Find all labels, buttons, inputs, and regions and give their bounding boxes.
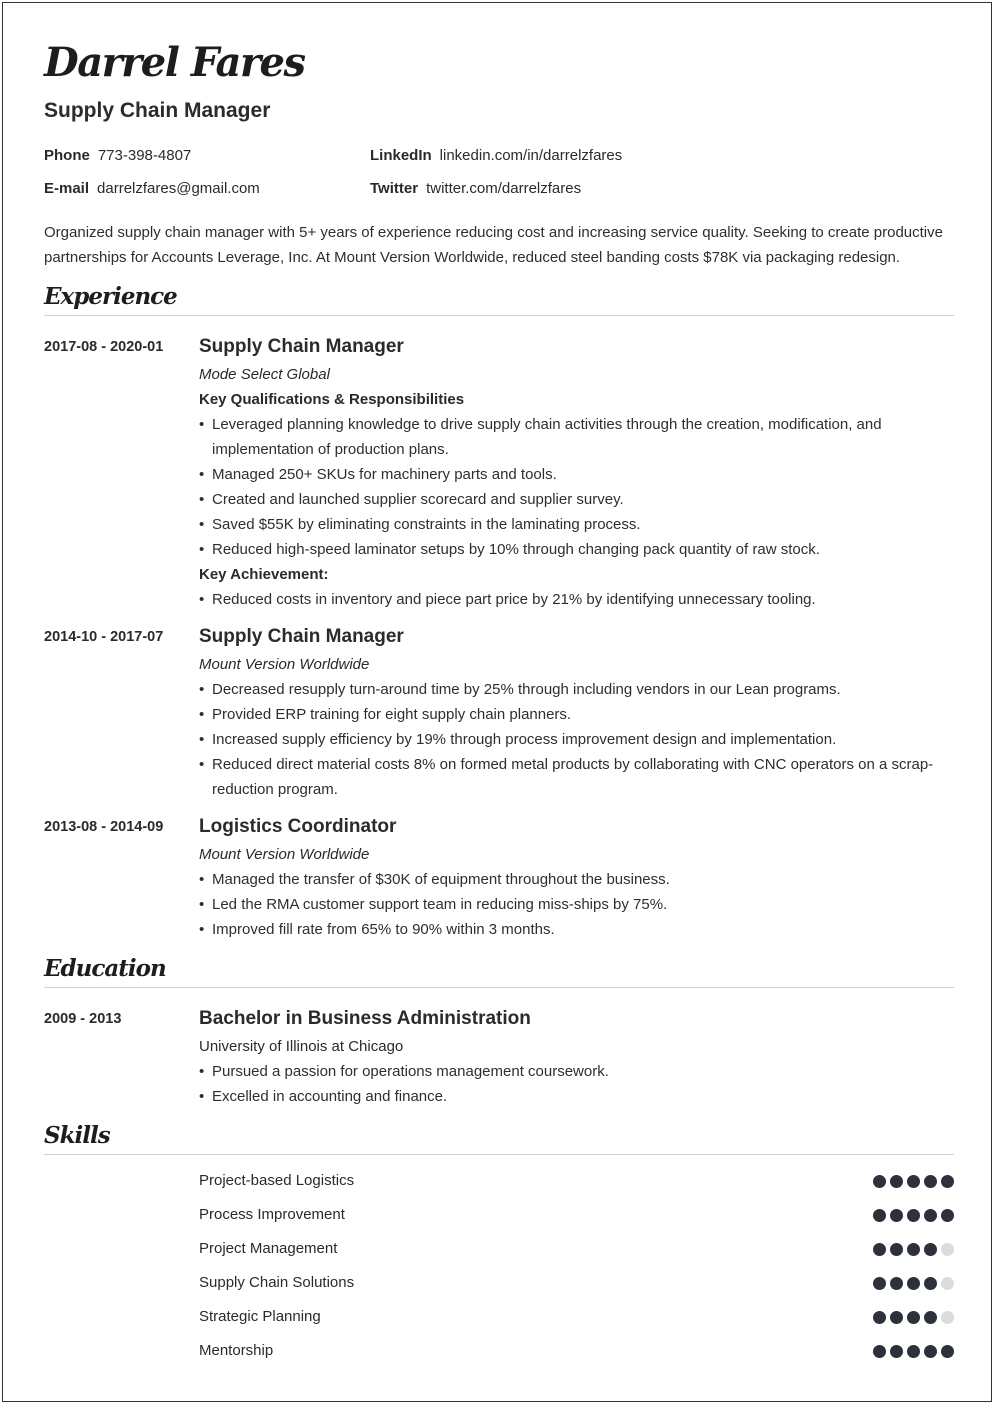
- entry-dates: 2013-08 - 2014-09: [44, 819, 164, 835]
- rating-dot-filled: [873, 1345, 886, 1358]
- list-item: • Led the RMA customer support team in reducing miss-ships by 75%.: [199, 892, 954, 917]
- rating-dot-filled: [873, 1175, 886, 1188]
- list-item: • Reduced costs in inventory and piece part price by 21% by identifying unnecessary tooling.: [199, 587, 954, 612]
- rating-dot-filled: [890, 1277, 903, 1290]
- entry-company: Mount Version Worldwide: [199, 846, 370, 863]
- entry-dates: 2009 - 2013: [44, 1011, 122, 1027]
- skill-name: Strategic Planning: [199, 1308, 321, 1325]
- entry-body: [199, 332, 954, 612]
- rating-dot-empty: [941, 1243, 954, 1256]
- bullet-list: [199, 412, 954, 562]
- candidate-name: Darrel Fares: [44, 39, 305, 86]
- rating-dot-filled: [890, 1345, 903, 1358]
- list-item: • Provided ERP training for eight supply chain planners.: [199, 702, 954, 727]
- list-item: • Created and launched supplier scorecard and supplier survey.: [199, 487, 954, 512]
- rating-dot-filled: [873, 1311, 886, 1324]
- rating-dot-filled: [873, 1243, 886, 1256]
- skill-rating: [869, 1277, 954, 1291]
- skill-rating: [869, 1345, 954, 1359]
- contact-value: twitter.com/darrelzfares: [426, 180, 582, 197]
- skill-row: [199, 1166, 954, 1200]
- skill-row: [199, 1268, 954, 1302]
- section-heading-experience: Experience: [44, 283, 954, 316]
- rating-dot-filled: [924, 1311, 937, 1324]
- rating-dot-filled: [907, 1243, 920, 1256]
- rating-dot-filled: [924, 1345, 937, 1358]
- contact-label: E-mail: [44, 180, 90, 197]
- rating-dot-filled: [941, 1209, 954, 1222]
- rating-dot-filled: [890, 1311, 903, 1324]
- rating-dot-filled: [873, 1209, 886, 1222]
- list-item: • Leveraged planning knowledge to drive supply chain activities through the creation, modification, and implementation of production plans.: [199, 412, 954, 462]
- entry-role: Supply Chain Manager: [199, 626, 404, 647]
- rating-dot-filled: [907, 1277, 920, 1290]
- bullet-list: [199, 1059, 954, 1109]
- rating-dot-filled: [924, 1175, 937, 1188]
- resume-page: [2, 2, 992, 1402]
- rating-dot-empty: [941, 1277, 954, 1290]
- list-item: • Decreased resupply turn-around time by 25% through including vendors in our Lean programs.: [199, 677, 954, 702]
- skill-name: Project Management: [199, 1240, 338, 1257]
- list-item: • Reduced high-speed laminator setups by 10% through changing pack quantity of raw stock.: [199, 537, 954, 562]
- list-item: • Increased supply efficiency by 19% through process improvement design and implementation.: [199, 727, 954, 752]
- skill-name: Process Improvement: [199, 1206, 345, 1223]
- entry-body: [199, 812, 954, 942]
- rating-dot-filled: [873, 1277, 886, 1290]
- list-item: • Reduced direct material costs 8% on formed metal products by collaborating with CNC operators on a scrap-reduction program.: [199, 752, 954, 802]
- rating-dot-filled: [890, 1175, 903, 1188]
- list-item: • Saved $55K by eliminating constraints in the laminating process.: [199, 512, 954, 537]
- contact-linkedin: [370, 147, 622, 164]
- entry-subheading: Key Achievement:: [199, 566, 329, 583]
- rating-dot-filled: [941, 1345, 954, 1358]
- entry-company: Mount Version Worldwide: [199, 656, 370, 673]
- contact-value: linkedin.com/in/darrelzfares: [439, 147, 623, 164]
- list-item: • Improved fill rate from 65% to 90% within 3 months.: [199, 917, 954, 942]
- skill-row: [199, 1302, 954, 1336]
- entry-role: Logistics Coordinator: [199, 816, 397, 837]
- contact-value: 773-398-4807: [97, 147, 192, 164]
- rating-dot-filled: [924, 1243, 937, 1256]
- entry-body: [199, 622, 954, 802]
- section-heading-skills: Skills: [44, 1122, 954, 1155]
- skill-name: Supply Chain Solutions: [199, 1274, 355, 1291]
- skill-name: Project-based Logistics: [199, 1172, 355, 1189]
- section-heading-education: Education: [44, 955, 954, 988]
- entry-role: Supply Chain Manager: [199, 336, 404, 357]
- contact-twitter: [370, 180, 581, 197]
- rating-dot-filled: [890, 1243, 903, 1256]
- rating-dot-filled: [890, 1209, 903, 1222]
- rating-dot-filled: [907, 1345, 920, 1358]
- candidate-title: Supply Chain Manager: [44, 99, 271, 122]
- contact-label: Phone: [44, 147, 90, 164]
- contact-email: [44, 180, 260, 197]
- skill-name: Mentorship: [199, 1342, 274, 1359]
- skill-rating: [869, 1209, 954, 1223]
- contact-label: LinkedIn: [370, 147, 432, 164]
- rating-dot-empty: [941, 1311, 954, 1324]
- rating-dot-filled: [941, 1175, 954, 1188]
- entry-dates: 2017-08 - 2020-01: [44, 339, 164, 355]
- rating-dot-filled: [924, 1209, 937, 1222]
- skill-row: [199, 1200, 954, 1234]
- list-item: • Managed 250+ SKUs for machinery parts and tools.: [199, 462, 954, 487]
- entry-body: [199, 1004, 954, 1109]
- contact-label: Twitter: [370, 180, 419, 197]
- skill-rating: [869, 1243, 954, 1257]
- entry-company: Mode Select Global: [199, 366, 330, 383]
- entry-school: University of Illinois at Chicago: [199, 1038, 404, 1055]
- professional-summary: Organized supply chain manager with 5+ years of experience reducing cost and increasing service quality. Seeking to create productive partnerships for Accounts Leverage, Inc. At Mount Version Worldwide, reduced steel banding costs $78K via packaging redesign.: [44, 224, 943, 266]
- rating-dot-filled: [924, 1277, 937, 1290]
- contact-phone: [44, 147, 191, 164]
- list-item: • Managed the transfer of $30K of equipment throughout the business.: [199, 867, 954, 892]
- list-item: • Pursued a passion for operations management coursework.: [199, 1059, 954, 1084]
- skill-rating: [869, 1175, 954, 1189]
- skill-row: [199, 1336, 954, 1370]
- rating-dot-filled: [907, 1209, 920, 1222]
- entry-degree: Bachelor in Business Administration: [199, 1008, 531, 1029]
- rating-dot-filled: [907, 1175, 920, 1188]
- bullet-list: [199, 587, 954, 612]
- list-item: • Excelled in accounting and finance.: [199, 1084, 954, 1109]
- bullet-list: [199, 867, 954, 942]
- skill-rating: [869, 1311, 954, 1325]
- bullet-list: [199, 677, 954, 802]
- entry-subheading: Key Qualifications & Responsibilities: [199, 391, 465, 408]
- entry-dates: 2014-10 - 2017-07: [44, 629, 164, 645]
- rating-dot-filled: [907, 1311, 920, 1324]
- contact-value: darrelzfares@gmail.com: [97, 180, 260, 197]
- skill-row: [199, 1234, 954, 1268]
